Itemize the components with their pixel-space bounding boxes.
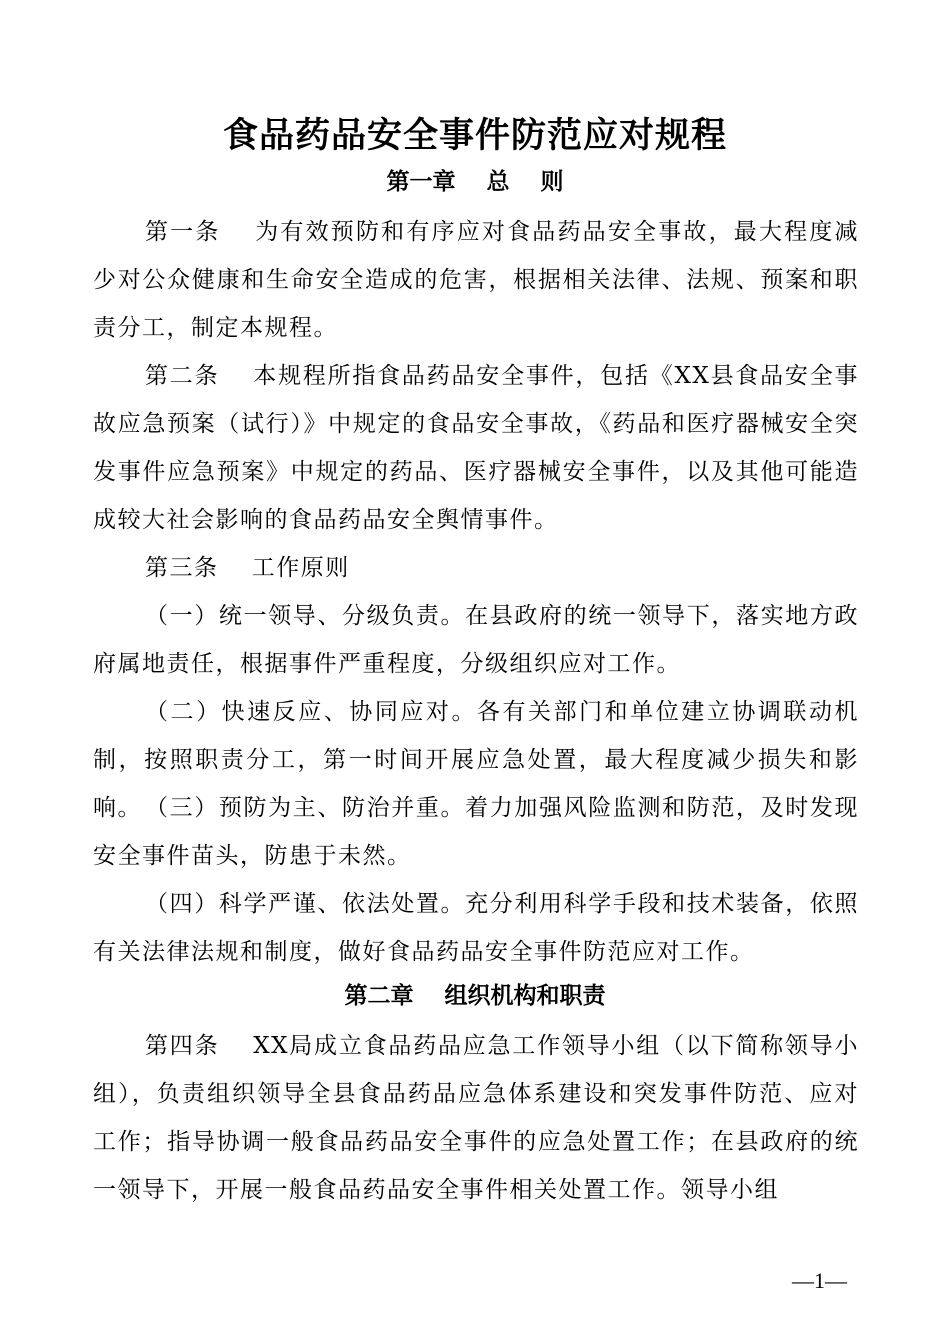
principle-4-paragraph: （四）科学严谨、依法处置。充分利用科学手段和技术装备，依照有关法律法规和制度，做好食品药品安全事件防范应对工作。 — [93, 891, 859, 965]
principle-2-paragraph: （二）快速反应、协同应对。各有关部门和单位建立协调联动机制，按照职责分工，第一时间开展应急处置，最大程度减少损失和影响。 — [93, 699, 859, 821]
article-3-paragraph: 第三条 工作原则 — [145, 555, 350, 581]
article-1-paragraph: 第一条 为有效预防和有序应对食品药品安全事故，最大程度减少对公众健康和生命安全造成的危害，根据相关法律、法规、预案和职责分工，制定本规程。 — [93, 219, 859, 341]
article-2-paragraph: 第二条 本规程所指食品药品安全事件，包括《XX县食品安全事故应急预案（试行）》中规定的食品安全事故，《药品和医疗器械安全突发事件应急预案》中规定的药品、医疗器械安全事件，以及其他可能造成较大社会影响的食品药品安全舆情事件。 — [93, 363, 859, 533]
chapter-heading-2: 第二章 组织机构和职责 — [344, 983, 606, 1009]
page-number: —1— — [792, 1268, 847, 1293]
principle-3-paragraph: （三）预防为主、防治并重。着力加强风险监测和防范，及时发现安全事件苗头，防患于未然。 — [93, 795, 859, 869]
chapter-heading-1: 第一章 总 则 — [386, 169, 564, 195]
principle-1-paragraph: （一）统一领导、分级负责。在县政府的统一领导下，落实地方政府属地责任，根据事件严重程度，分级组织应对工作。 — [93, 603, 859, 677]
document-title: 食品药品安全事件防范应对规程 — [222, 116, 727, 156]
article-4-paragraph: 第四条 XX局成立食品药品应急工作领导小组（以下简称领导小组），负责组织领导全县食品药品应急体系建设和突发事件防范、应对工作；指导协调一般食品药品安全事件的应急处置工作；在县政府的统一领导下，开展一般食品药品安全事件相关处置工作。领导小组 — [93, 1033, 859, 1203]
